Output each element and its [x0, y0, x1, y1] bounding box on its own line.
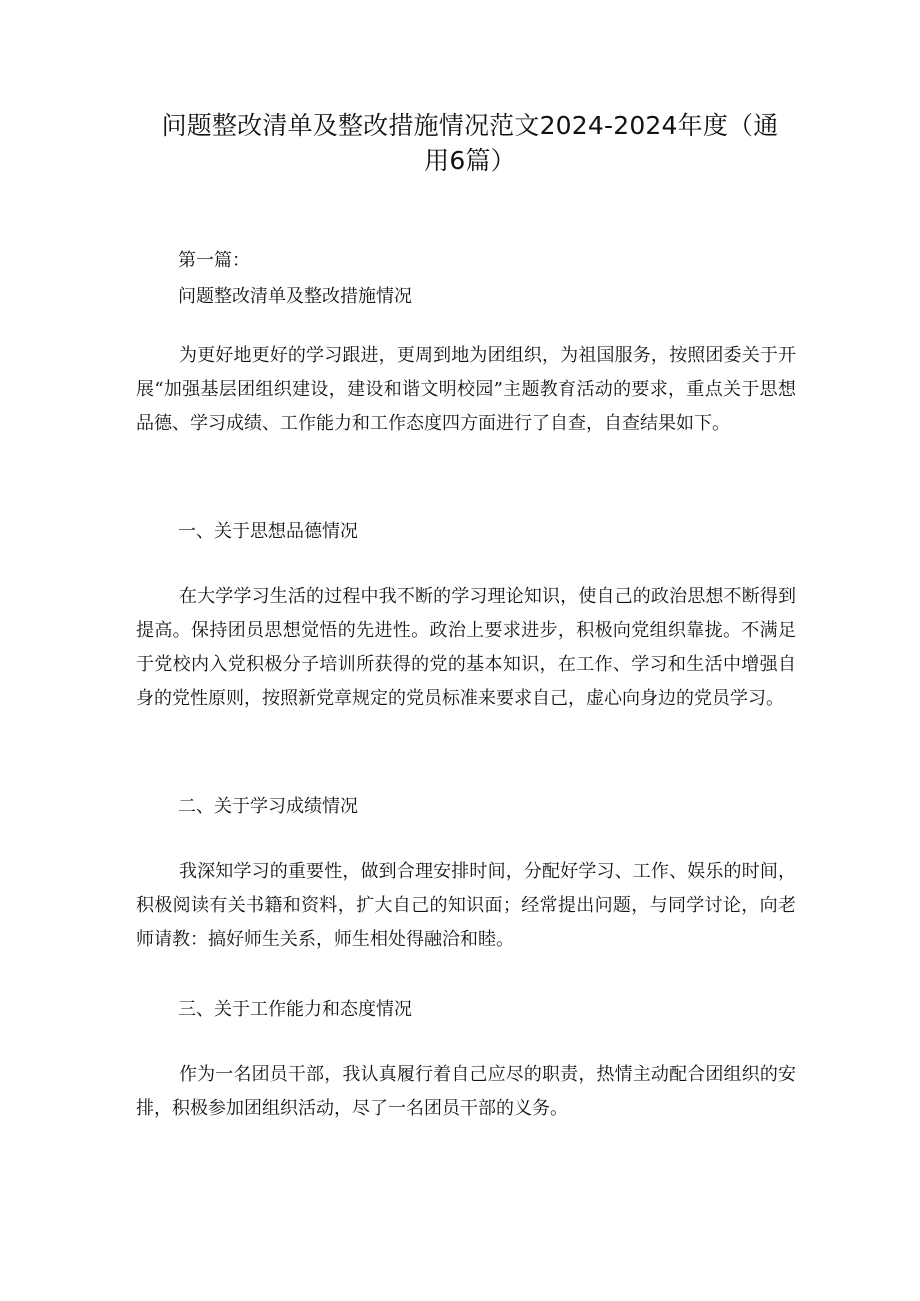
section-heading-ideology: 一、关于思想品德情况: [178, 521, 358, 542]
document-title: 问题整改清单及整改措施情况范文2024-2024年度（通用6篇）: [161, 111, 779, 175]
section-paragraph-work: 作为一名团员干部，我认真履行着自己应尽的职责，热情主动配合团组织的安排，积极参加团组织活动，尽了一名团员干部的义务。: [136, 1064, 796, 1119]
section-heading-study: 二、关于学习成绩情况: [178, 796, 358, 817]
section-paragraph-ideology: 在大学学习生活的过程中我不断的学习理论知识，使自己的政治思想不断得到提高。保持团员思想觉悟的先进性。政治上要求进步，积极向党组织靠拢。不满足于党校内入党积极分子培训所获得的党的基本知识，在工作、学习和生活中增强自身的党性原则，按照新党章规定的党员标准来要求自己，虚心向身边的党员学习。: [136, 586, 796, 709]
section-paragraph-study: 我深知学习的重要性，做到合理安排时间，分配好学习、工作、娱乐的时间，积极阅读有关书籍和资料，扩大自己的知识面；经常提出问题，与同学讨论，向老师请教：搞好师生关系，师生相处得融洽和睦。: [136, 861, 796, 950]
chapter-label: 第一篇：: [178, 250, 250, 271]
chapter-title: 问题整改清单及整改措施情况: [178, 286, 412, 307]
intro-paragraph: 为更好地更好的学习跟进，更周到地为团组织，为祖国服务，按照团委关于开展“加强基层团组织建设，建设和谐文明校园”主题教育活动的要求，重点关于思想品德、学习成绩、工作能力和工作态度四方面进行了自查，自查结果如下。: [136, 345, 796, 434]
section-heading-work: 三、关于工作能力和态度情况: [178, 999, 412, 1020]
